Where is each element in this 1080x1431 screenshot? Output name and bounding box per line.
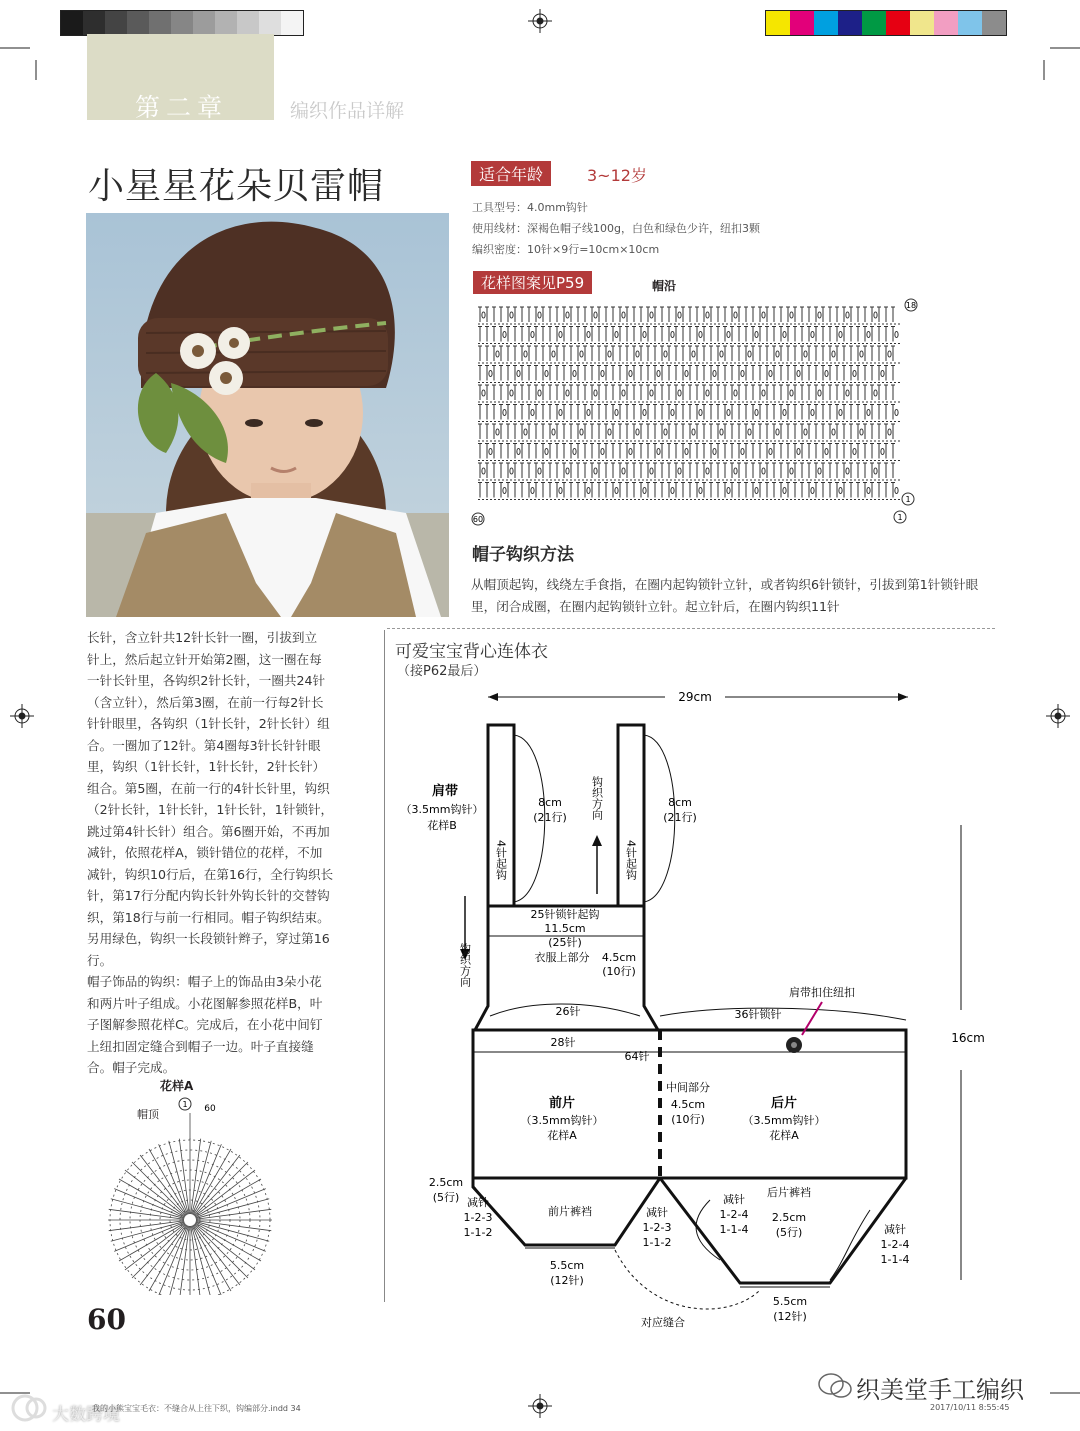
back-bottom-stitches: (12针) xyxy=(773,1310,807,1323)
strap-length-left: 8cm xyxy=(538,796,562,809)
front-bottom-width: 5.5cm xyxy=(549,1259,585,1272)
pattern-a-mark-60: 60 xyxy=(204,1104,216,1114)
method-line: 行。 xyxy=(87,952,113,968)
registration-target-left xyxy=(10,704,34,728)
pattern-a-crown-label: 帽顶 xyxy=(137,1108,159,1121)
mid-rows: (10行) xyxy=(671,1113,705,1126)
dec-right-1: 1-2-4 xyxy=(880,1238,910,1251)
stitch-count-36: 36针锁针 xyxy=(734,1008,782,1021)
garment-width: 29cm xyxy=(678,690,712,704)
strap-pattern: 花样B xyxy=(427,819,457,832)
method-line: 合。帽子完成。 xyxy=(87,1060,176,1075)
front-tool: （3.5mm钩针） xyxy=(520,1114,604,1127)
hat-photo xyxy=(86,213,449,617)
column-divider xyxy=(384,630,385,1302)
pattern-ref-tag: 花样图案见P59 xyxy=(473,271,592,294)
dec-left-title: 减针 xyxy=(467,1196,489,1209)
method-line: 上纽扣固定缝合到帽子一边。叶子直接缝 xyxy=(87,1038,314,1054)
strap-title: 肩带 xyxy=(431,784,459,799)
stitch-60-marker: 60 xyxy=(472,515,484,524)
yoke-start: 25针锁针起钩 xyxy=(530,908,600,921)
method-line: 跳过第4针长针）组合。第6圈开始，不再加 xyxy=(87,823,330,839)
back-bottom-width: 5.5cm xyxy=(772,1295,808,1308)
dec-right-2: 1-1-4 xyxy=(880,1253,910,1266)
method-line: 减针，钩织10行后，在第16行，全行钩织长 xyxy=(87,866,334,882)
yoke-part: 衣服上部分 xyxy=(534,951,590,964)
back-crotch-height: 2.5cm xyxy=(771,1211,807,1224)
chapter-subtitle: 编织作品详解 xyxy=(290,100,405,122)
chapter-label: 第二章 xyxy=(135,93,229,122)
method-line: 子图解参照花样C。完成后，在小花中间钉 xyxy=(87,1017,323,1032)
watermark-text: 织美堂手工编织 xyxy=(856,1376,1024,1404)
method-line: 针上，然后起立针开始第2圈，这一圈在每 xyxy=(87,651,322,667)
yoke-height: 4.5cm xyxy=(601,951,637,964)
direction-label-down: 钩织方向 xyxy=(458,943,472,987)
strap-start-right: 4针起钩 xyxy=(624,840,638,880)
back-crotch-rows: (5行) xyxy=(775,1226,803,1239)
yoke-stitches: (25针) xyxy=(548,936,582,949)
registration-target-top xyxy=(528,9,552,33)
dec-left-2: 1-1-2 xyxy=(463,1226,493,1239)
method-line: 另用绿色，钩织一长段锁针辫子，穿过第16 xyxy=(87,931,330,946)
method-line: 减针，依照花样A，锁针错位的花样，不加 xyxy=(87,845,323,860)
corner-logo-icon xyxy=(10,1393,50,1423)
method-line: 针，第17行分配内钩长针外钩长针的交替钩 xyxy=(87,888,330,903)
front-pattern: 花样A xyxy=(547,1129,577,1142)
method-line: 一针长针里，各钩织2针长针，一圈共24针 xyxy=(87,673,326,688)
brim-chart xyxy=(470,295,920,530)
method-intro: 从帽顶起钩，线绕左手食指，在圈内起钩锁针立针，或者钩织6针锁针，引拔到第1针锁针眼里，闭合成圈，在圈内起钩锁针立针。起立针后，在圈内钩织11针 xyxy=(471,577,979,614)
brim-label: 帽沿 xyxy=(652,279,677,293)
back-crotch: 后片裤裆 xyxy=(767,1186,811,1199)
wechat-icon xyxy=(818,1372,852,1400)
strap-length-right: 8cm xyxy=(668,796,692,809)
yoke-rows: (10行) xyxy=(602,965,636,978)
seam-note: 对应缝合 xyxy=(641,1316,685,1329)
back-pattern: 花样A xyxy=(769,1129,799,1142)
back-tool: （3.5mm钩针） xyxy=(742,1114,826,1127)
dec-left-1: 1-2-3 xyxy=(463,1211,493,1224)
direction-label-up: 钩织方向 xyxy=(590,776,604,820)
left-height: 2.5cm xyxy=(428,1176,464,1189)
row-18-marker: 18 xyxy=(905,301,917,310)
separator xyxy=(387,628,995,629)
mid-height: 4.5cm xyxy=(670,1098,706,1111)
dec-back-1: 1-2-4 xyxy=(719,1208,749,1221)
method-heading: 帽子钩织方法 xyxy=(472,545,574,565)
registration-target-right xyxy=(1046,704,1070,728)
dec-right-title: 减针 xyxy=(884,1223,906,1236)
method-line: 里，钩织（1针长针，1针长针，2针长针） xyxy=(87,759,326,774)
front-bottom-stitches: (12针) xyxy=(550,1274,584,1287)
dec-mid-1: 1-2-3 xyxy=(642,1221,672,1234)
method-line: （2针长针，1针长针，1针长针，1针锁针， xyxy=(87,802,334,817)
age-value: 3~12岁 xyxy=(587,166,647,185)
left-rows: (5行) xyxy=(432,1191,460,1204)
footer-left: 我的小熊宝宝毛衣：不缝合从上往下织，钩编部分.indd 34 xyxy=(92,1404,301,1413)
row-1-marker: 1 xyxy=(905,495,911,504)
stitch-count-64: 64针 xyxy=(624,1050,650,1063)
garment-diagram xyxy=(390,680,1030,1340)
pattern-a-title: 花样A xyxy=(160,1079,194,1093)
dec-back-2: 1-1-4 xyxy=(719,1223,749,1236)
mid-part: 中间部分 xyxy=(666,1081,710,1094)
method-line: 和两片叶子组成。小花图解参照花样B，叶 xyxy=(87,995,323,1011)
stitch-count-28: 28针 xyxy=(550,1036,576,1049)
garment-subtitle: （接P62最后） xyxy=(397,664,487,679)
button-note: 肩带扣住纽扣 xyxy=(789,986,855,999)
dec-mid-title: 减针 xyxy=(646,1206,668,1219)
method-line: 组合。第5圈，在前一行的4针长针里，钩织 xyxy=(87,780,330,796)
spec-gauge: 编织密度：10针×9行=10cm×10cm xyxy=(472,243,660,256)
corner-logo-text: 大数跨境 xyxy=(52,1405,120,1425)
method-line: 帽子饰品的钩织：帽子上的饰品由3朵小花 xyxy=(87,974,322,989)
method-line: （含立针），然后第3圈，在前一行每2针长 xyxy=(87,694,324,710)
method-line: 织，第18行与前一行相同。帽子钩织结束。 xyxy=(87,909,330,925)
stitch-count-26: 26针 xyxy=(555,1005,581,1018)
front-crotch: 前片裤裆 xyxy=(548,1205,592,1218)
back-title: 后片 xyxy=(770,1096,798,1111)
method-line: 长针，含立针共12针长针一圈，引拔到立 xyxy=(87,630,318,645)
strap-rows-left: (21行) xyxy=(533,811,567,824)
method-text xyxy=(87,627,377,1079)
page-number: 60 xyxy=(87,1303,126,1336)
garment-title: 可爱宝宝背心连体衣 xyxy=(395,642,548,662)
garment-height: 16cm xyxy=(951,1031,985,1045)
yoke-width: 11.5cm xyxy=(544,922,586,935)
method-line: 合。一圈加了12针。第4圈每3针长针针眼 xyxy=(87,737,321,753)
page-title: 小星星花朵贝雷帽 xyxy=(88,166,385,207)
method-line: 针针眼里，各钩织（1针长针，2针长针）组 xyxy=(87,716,330,731)
spec-tool: 工具型号：4.0mm钩针 xyxy=(472,201,588,214)
footer-right: 2017/10/11 8:55:45 xyxy=(930,1403,1010,1412)
strap-rows-right: (21行) xyxy=(663,811,697,824)
stitch-1-marker: 1 xyxy=(897,513,903,522)
front-title: 前片 xyxy=(548,1096,576,1111)
dec-back-title: 减针 xyxy=(723,1193,745,1206)
pattern-a-diagram xyxy=(100,1095,290,1295)
pattern-a-mark-1: 1 xyxy=(182,1100,188,1109)
strap-start-left: 4针起钩 xyxy=(494,840,508,880)
dec-mid-2: 1-1-2 xyxy=(642,1236,672,1249)
spec-yarn: 使用线材：深褐色帽子线100g，白色和绿色少许，纽扣3颗 xyxy=(472,222,760,235)
age-tag: 适合年龄 xyxy=(471,161,551,186)
strap-tool: （3.5mm钩针） xyxy=(400,803,484,816)
registration-target-bottom xyxy=(528,1394,552,1418)
